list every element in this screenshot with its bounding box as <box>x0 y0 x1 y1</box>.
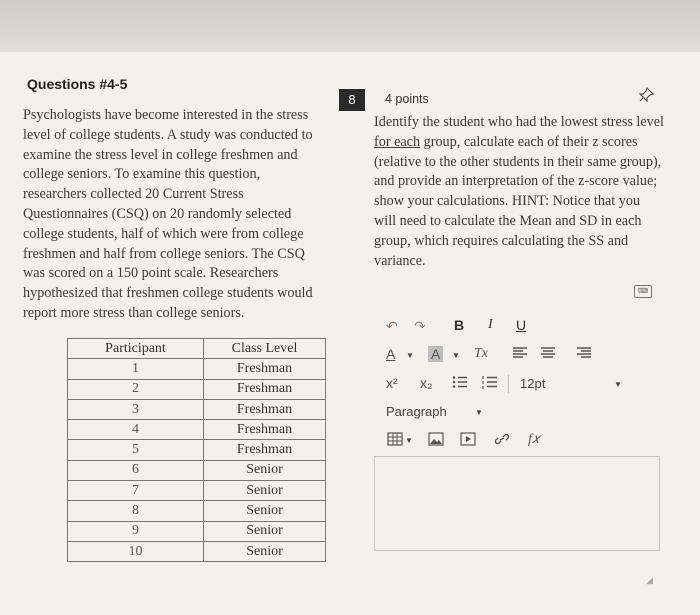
table-row <box>68 460 326 480</box>
class-cell: Freshman <box>204 420 326 440</box>
table-icon[interactable] <box>387 432 403 449</box>
class-cell: Freshman <box>204 359 326 379</box>
formula-button[interactable]: f𝑥 <box>528 432 540 447</box>
header-participant: Participant <box>68 339 204 359</box>
link-icon[interactable] <box>494 432 510 449</box>
participant-cell: 3 <box>68 399 204 419</box>
participant-cell: 9 <box>68 521 204 541</box>
highlight-color-button[interactable]: A <box>428 346 443 362</box>
subscript-button[interactable]: x₂ <box>420 375 433 391</box>
align-center-icon[interactable] <box>540 346 556 363</box>
table-row <box>68 420 326 440</box>
top-shade <box>0 0 700 60</box>
image-icon[interactable] <box>428 432 444 449</box>
class-cell: Senior <box>204 521 326 541</box>
header-class-level: Class Level <box>204 339 326 359</box>
redo-icon[interactable]: ↷ <box>414 318 426 334</box>
scenario-paragraph: Psychologists have become interested in the stress level of college students. A study was conducted to examine the stress level in college freshmen and college seniors. To examine this question, researchers collected 20 Current Stress Questionnaires (CSQ) on 20 randomly selected college students, half of which were from college freshmen and half from college seniors. The CSQ was scored on a 150 point scale. Researchers hypothesized that freshmen college students would report more stress than college seniors. <box>23 107 313 321</box>
numbered-list-icon[interactable] <box>482 375 498 392</box>
prompt-text-2: group, calculate each of their z scores (relative to the other students in their same group), and provide an interpretation of the z-score value; show your calculations. HINT: Notice that you will need to calculate the Mean and SD in each group, which requires calculating the SS and variance. <box>374 133 662 269</box>
table-row <box>68 379 326 399</box>
underline-button[interactable]: U <box>516 317 527 333</box>
font-size-select[interactable]: 12pt <box>520 376 546 391</box>
highlight-dropdown-icon[interactable]: ▼ <box>452 351 460 360</box>
class-cell: Freshman <box>204 399 326 419</box>
section-title: Questions #4-5 <box>27 76 128 92</box>
toolbar-divider <box>508 375 509 393</box>
participant-cell: 8 <box>68 501 204 521</box>
table-row <box>68 440 326 460</box>
italic-button[interactable]: I <box>488 317 493 332</box>
table-row <box>68 521 326 541</box>
block-format-dropdown-icon[interactable]: ▼ <box>475 408 483 417</box>
font-color-dropdown-icon[interactable]: ▼ <box>406 351 414 360</box>
question-prompt <box>374 113 664 271</box>
block-format-select[interactable]: Paragraph <box>386 404 447 419</box>
participant-cell: 5 <box>68 440 204 460</box>
table-dropdown-icon[interactable]: ▼ <box>405 436 413 445</box>
participant-cell: 7 <box>68 481 204 501</box>
align-right-icon[interactable] <box>576 346 592 363</box>
media-icon[interactable] <box>460 432 476 449</box>
class-cell: Freshman <box>204 440 326 460</box>
participant-cell: 4 <box>68 420 204 440</box>
participant-cell: 1 <box>68 359 204 379</box>
pin-icon[interactable] <box>638 87 654 107</box>
undo-icon[interactable]: ↶ <box>386 318 398 334</box>
align-left-icon[interactable] <box>512 346 528 363</box>
clear-format-button[interactable]: Tx <box>474 346 488 361</box>
table-row <box>68 481 326 501</box>
class-cell: Senior <box>204 481 326 501</box>
table-row <box>68 501 326 521</box>
answer-text-editor[interactable] <box>374 456 660 551</box>
participant-cell: 10 <box>68 541 204 561</box>
class-cell: Senior <box>204 541 326 561</box>
keyboard-icon[interactable]: ⌨ <box>634 285 652 298</box>
table-header-row <box>68 339 326 359</box>
table-row <box>68 399 326 419</box>
participant-cell: 2 <box>68 379 204 399</box>
superscript-button[interactable]: x² <box>386 375 398 391</box>
question-number-badge: 8 <box>339 89 365 111</box>
prompt-text-1: Identify the student who had the lowest stress level <box>374 114 664 130</box>
class-cell: Senior <box>204 501 326 521</box>
participants-table <box>67 338 326 562</box>
bullet-list-icon[interactable] <box>452 375 468 392</box>
table-row <box>68 359 326 379</box>
font-size-dropdown-icon[interactable]: ▼ <box>614 380 622 389</box>
table-row <box>68 541 326 561</box>
class-cell: Freshman <box>204 379 326 399</box>
question-points: 4 points <box>385 92 429 106</box>
prompt-underlined: for each <box>374 133 421 150</box>
class-cell: Senior <box>204 460 326 480</box>
bold-button[interactable]: B <box>454 317 465 333</box>
font-color-button[interactable]: A <box>386 346 396 362</box>
participant-cell: 6 <box>68 460 204 480</box>
resize-handle-icon[interactable]: ◢ <box>646 575 653 585</box>
